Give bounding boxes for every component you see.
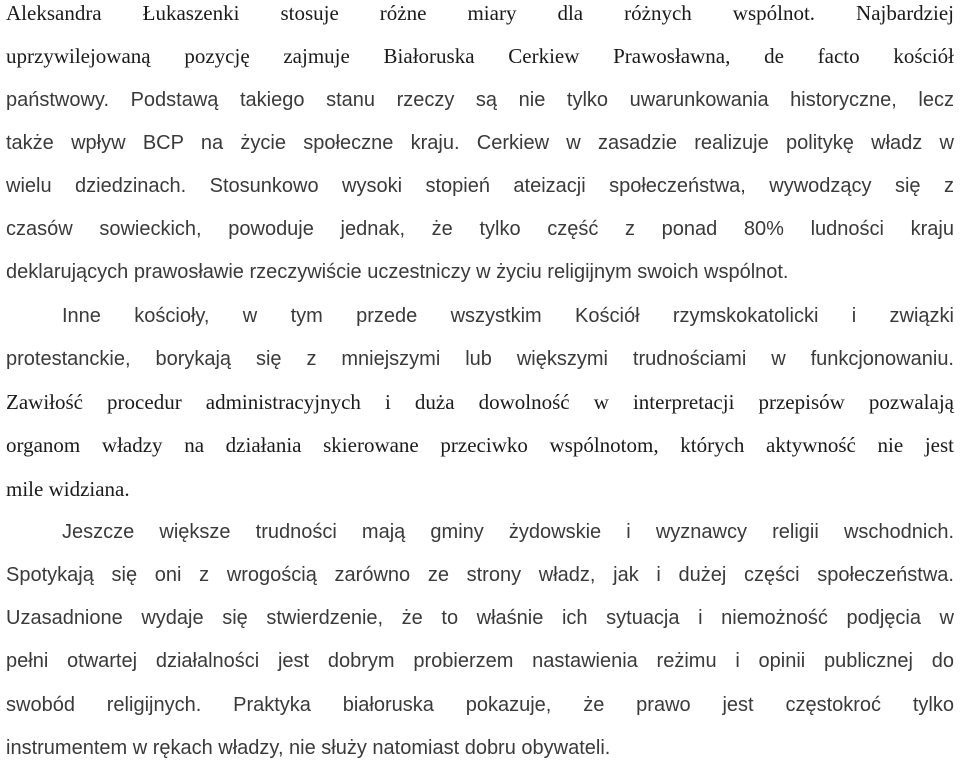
text-line: Jeszcze większe trudności mają gminy żydowskie i wyznawcy religii wschodnich. bbox=[62, 521, 954, 543]
text-line: Aleksandra Łukaszenki stosuje różne miary dla różnych wspólnot. Najbardziej bbox=[6, 1, 954, 25]
text-line: wielu dziedzinach. Stosunkowo wysoki stopień ateizacji społeczeństwa, wywodzący się z bbox=[6, 175, 954, 197]
text-line: protestanckie, borykają się z mniejszymi lub większymi trudnościami w funkcjonowaniu. bbox=[6, 348, 954, 370]
text-line: państwowy. Podstawą takiego stanu rzeczy są nie tylko uwarunkowania historyczne, lecz bbox=[6, 89, 954, 111]
text-line: organom władzy na działania skierowane przeciwko wspólnotom, których aktywność nie jest bbox=[6, 433, 954, 457]
text-line: czasów sowieckich, powoduje jednak, że tylko część z ponad 80% ludności kraju bbox=[6, 218, 954, 240]
text-line: Inne kościoły, w tym przede wszystkim Kościół rzymskokatolicki i związki bbox=[62, 305, 954, 327]
text-line: mile widziana. bbox=[6, 477, 130, 501]
text-line: także wpływ BCP na życie społeczne kraju. Cerkiew w zasadzie realizuje politykę władz w bbox=[6, 132, 954, 154]
text-line: uprzywilejowaną pozycję zajmuje Białoruska Cerkiew Prawosławna, de facto kościół bbox=[6, 44, 954, 68]
text-line: deklarujących prawosławie rzeczywiście uczestniczy w życiu religijnym swoich wspólnot. bbox=[6, 261, 789, 283]
text-line: instrumentem w rękach władzy, nie służy natomiast dobru obywateli. bbox=[6, 737, 611, 759]
text-line: Spotykają się oni z wrogością zarówno ze strony władz, jak i dużej części społeczeństwa. bbox=[6, 564, 954, 586]
text-line: swobód religijnych. Praktyka białoruska pokazuje, że prawo jest częstokroć tylko bbox=[6, 694, 954, 716]
text-line: Uzasadnione wydaje się stwierdzenie, że to właśnie ich sytuacja i niemożność podjęcia w bbox=[6, 607, 954, 629]
text-line: pełni otwartej działalności jest dobrym probierzem nastawienia reżimu i opinii publicznej do bbox=[6, 650, 954, 672]
text-line: Zawiłość procedur administracyjnych i duża dowolność w interpretacji przepisów pozwalają bbox=[6, 390, 954, 414]
